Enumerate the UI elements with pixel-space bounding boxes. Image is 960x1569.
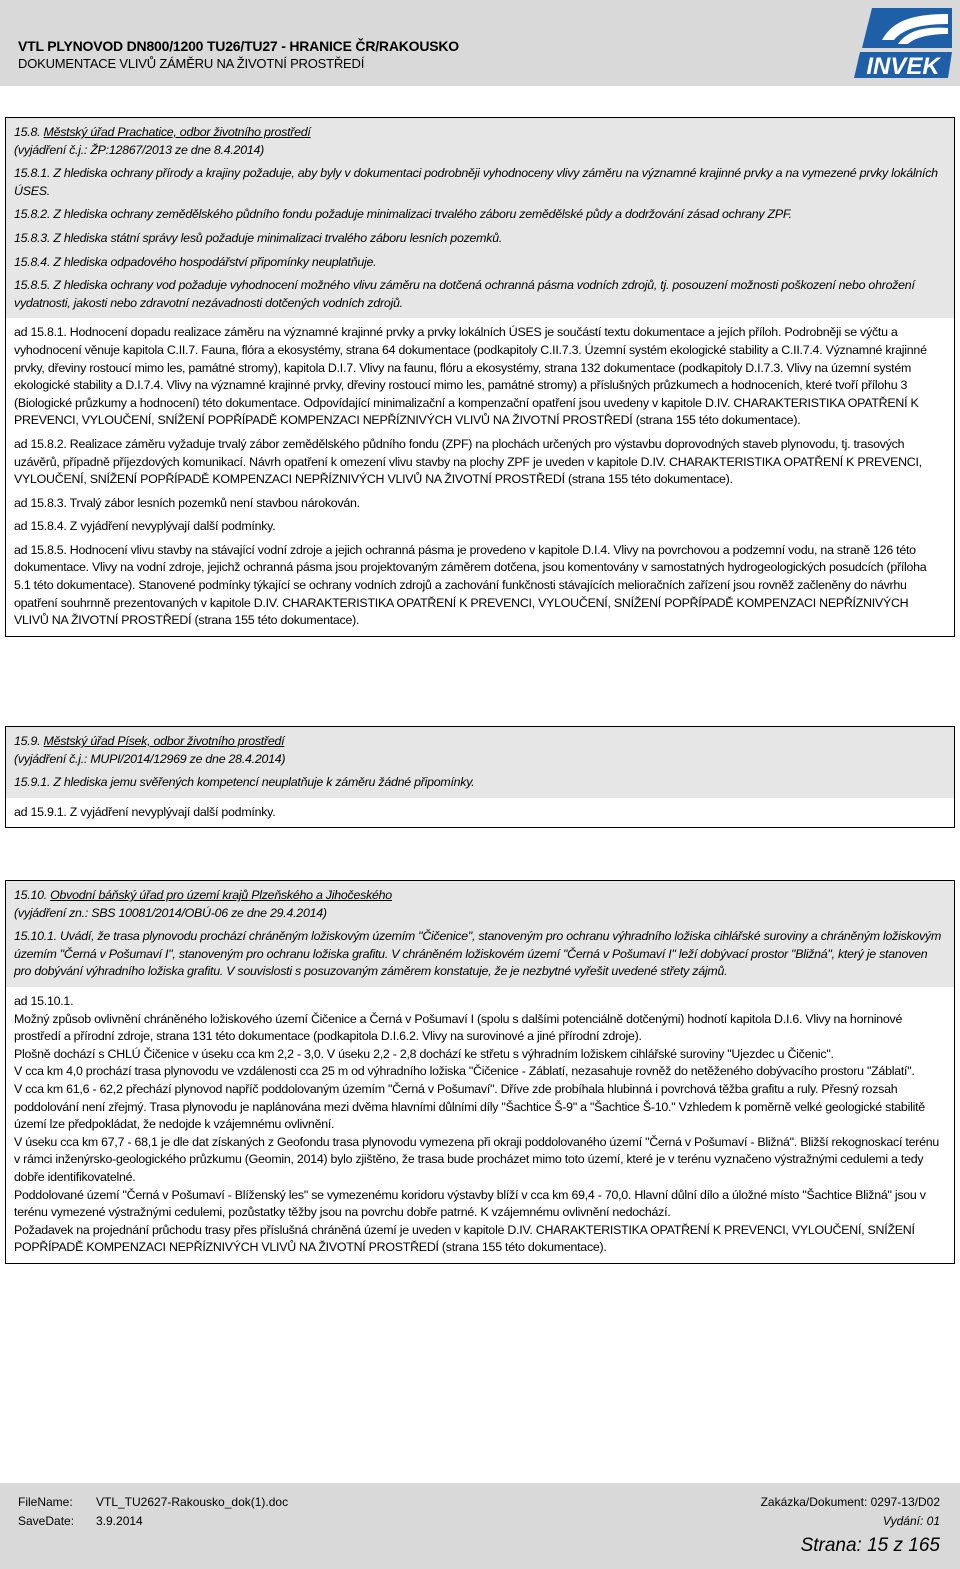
response-block [6,318,954,636]
response-item: ad 15.8.1. Hodnocení dopadu realizace záměru na významné krajinné prvky a prvky lokálních ÚSES je součástí textu dokumentace a jejích příloh. Podrobněji se výčtu a vyhodnocení věnuje kapitola C.II.7. Fauna, flóra a ekosystémy, strana 64 dokumentace (podkapitoly C.II.7.3. Územní systém ekologické stability a C.II.7.4. Významné krajinné prvky, dřeviny rostoucí mimo les, památné stromy), kapitola D.I.7. Vlivy na faunu, flóru a ekosystémy, strana 132 dokumentace (podkapitoly D.I.7.3. Vlivy na územní systém ekologické stability a D.I.7.4. Vlivy na významné krajinné prvky, dřeviny rostoucí mimo les, památné stromy) a příslušných průzkumech a hodnoceních, které tvoří přílohu 3 (Biologické průzkumy a hodnocení) této dokumentace. Odpovídající minimalizační a kompenzační opatření jsou uvedeny v kapitole D.IV. CHARAKTERISTIKA OPATŘENÍ K PREVENCI, VYLOUČENÍ, SNÍŽENÍ POPŘÍPADĚ KOMPENZACI NEPŘÍZNIVÝCH VLIVŮ NA ŽIVOTNÍ PROSTŘEDÍ (strana 155 této dokumentace). [14,325,927,428]
section-15-9 [5,726,955,828]
authority-name: Městský úřad Prachatice, odbor životního prostředí [43,125,311,139]
response-item: ad 15.8.3. Trvalý zábor lesních pozemků není stavbou nárokován. [14,495,360,510]
response-item: Požadavek na projednání průchodu trasy přes příslušná chráněná území je uveden v kapitole D.IV. CHARAKTERISTIKA OPATŘENÍ K PREVENCI, VYLOUČENÍ, SNÍŽENÍ POPŘÍPADĚ KOMPENZACI NEPŘÍZNIVÝCH VLIVŮ NA ŽIVOTNÍ PROSTŘEDÍ (strana 155 této dokumentace). [14,1222,915,1255]
section-15-10 [5,880,955,1264]
authority-name: Městský úřad Písek, odbor životního prostředí [43,734,285,748]
requirement-item: 15.8.4. Z hlediska odpadového hospodářství připomínky neuplatňuje. [14,254,377,269]
response-item: Plošně dochází s CHLÚ Čičenice v úseku cca km 2,2 - 3,0. V úseku 2,2 - 2,8 dochází ke střetu s výhradním ložiskem cihlářské suroviny "Ujezdec u Čičenic". [14,1046,834,1061]
page-header [0,0,960,86]
response-item: ad 15.8.5. Hodnocení vlivu stavby na stávající vodní zdroje a jejich ochranná pásma je provedeno v kapitole D.I.4. Vlivy na povrchovou a podzemní vodu, na straně 126 této dokumentace. Vlivy na vodní zdroje, jejichž ochranná pásma jsou projektovaným záměrem dotčena, jsou komentovány v samostatných hydrogeologických posudcích (příloha 5.1 této dokumentace). Stanovené podmínky týkající se ochrany vodních zdrojů a zachování funkčnosti stávajících melioračních zařízení jsou rovněž začleněny do návrhu opatření souhrnně prezentovaných v kapitole D.IV. CHARAKTERISTIKA OPATŘENÍ K PREVENCI, VYLOUČENÍ, SNÍŽENÍ POPŘÍPADĚ KOMPENZACI NEPŘÍZNIVÝCH VLIVŮ NA ŽIVOTNÍ PROSTŘEDÍ (strana 155 této dokumentace). [14,542,927,628]
page-footer [0,1483,960,1569]
requirement-heading [14,887,946,922]
document-title: VTL PLYNOVOD DN800/1200 TU26/TU27 - HRANICE ČR/RAKOUSKO [18,38,459,54]
response-item: V cca km 4,0 prochází trasa plynovodu ve vzdálenosti cca 25 m od výhradního ložiska "Čičenice - Záblatí, nezasahuje rovněž do netěženého dobývacího prostoru "Záblatí". [14,1064,915,1079]
response-item: ad 15.8.2. Realizace záměru vyžaduje trvalý zábor zemědělského půdního fondu (ZPF) na plochách určených pro výstavbu doprovodných staveb plynovodu, tj. trasových uzávěrů, případně příjezdových komunikací. Návrh opatření k omezení vlivu stavby na plochy ZPF je uveden v kapitole D.IV. CHARAKTERISTIKA OPATŘENÍ K PREVENCI, VYLOUČENÍ, SNÍŽENÍ POPŘÍPADĚ KOMPENZACI NEPŘÍZNIVÝCH VLIVŮ NA ŽIVOTNÍ PROSTŘEDÍ (strana 155 této dokumentace). [14,436,922,487]
savedate-value: 3.9.2014 [96,1514,143,1528]
response-item: V úseku cca km 67,7 - 68,1 je dle dat získaných z Geofondu trasa plynovodu vymezena při okraji poddolovaného území "Černá v Pošumaví - Bližná". Bližší rekognoskací terénu v rámci inženýrsko-geologického průzkumu (Geomin, 2014) bylo zjištěno, že trasa bude procházet mimo toto území, které je v terénu vyznačeno výstražnými cedulemi a tedy dobře identifikovatelné. [14,1134,940,1184]
requirement-item: 15.10.1. Uvádí, že trasa plynovodu prochází chráněným ložiskovým územím "Čičenice", stanoveným pro ochranu výhradního ložiska cihlářské suroviny a chráněným ložiskovým územím "Černá v Pošumaví I", stanoveným pro ochranu ložiska grafitu. V chráněném ložiskovém území "Černá v Pošumaví I" leží dobývací prostor "Bližná", který je stanoven pro dobývání výhradního ložiska grafitu. V souvislosti s posuzovaným záměrem konstatuje, že je nezbytné vyřešit uvedené střety zájmů. [14,929,942,979]
section-number: 15.8. [14,125,44,139]
response-item: ad 15.8.4. Z vyjádření nevyplývají další podmínky. [14,519,276,534]
response-heading: ad 15.10.1. [14,993,74,1008]
requirement-item: 15.8.3. Z hlediska státní správy lesů požaduje minimalizaci trvalého záboru lesních pozemků. [14,230,503,245]
savedate-label: SaveDate: [18,1514,75,1528]
requirement-block [6,881,954,987]
statement-reference: (vyjádření č.j.: ŽP:12867/2013 ze dne 8.4.2014) [14,142,264,157]
requirement-heading [14,733,946,768]
response-item: Možný způsob ovlivnění chráněného ložiskového území Čičenice a Černá v Pošumaví I (spolu s dalšími potenciálně dotčenými) hodnotí kapitola D.I.6. Vlivy na horninové prostředí a přírodní zdroje, strana 131 této dokumentace (podkapitola D.I.6.2. Vlivy na surovinové a jiné přírodní zdroje). [14,1011,903,1044]
requirement-item: 15.8.5. Z hlediska ochrany vod požaduje vyhodnocení možného vlivu záměru na dotčená ochranná pásma vodních zdrojů, tj. posouzení možnosti poškození nebo ohrožení vydatnosti, jakosti nebo zdravotní nezávadnosti dotčených vodních zdrojů. [14,278,915,310]
response-item: ad 15.9.1. Z vyjádření nevyplývají další podmínky. [14,804,276,819]
requirement-block [6,727,954,798]
statement-reference: (vyjádření č.j.: MUPI/2014/12969 ze dne 28.4.2014) [14,751,286,766]
requirement-item: 15.8.1. Z hlediska ochrany přírody a krajiny požaduje, aby byly v dokumentaci podrobněji vyhodnoceny vlivy záměru na významné krajinné prvky a na vymezené prvky lokálních ÚSES. [14,166,938,198]
response-block [6,798,954,828]
filename-label: FileName: [18,1495,73,1509]
issue-number: Vydání: 01 [882,1514,940,1528]
response-item: Poddolované území "Černá v Pošumaví - Blíženský les" se vymezenému koridoru výstavby blíží v cca km 69,4 - 70,0. Hlavní důlní dílo a úložné místo "Šachtice Bližná" jsou v terénu vymezené výstražnými cedulemi, pozůstatky těžby jsou na povrchu dobře patrné. K vzájemnému ovlivnění nedochází. [14,1187,926,1220]
section-15-8 [5,117,955,637]
contract-document-number: Zakázka/Dokument: 0297-13/D02 [760,1495,940,1509]
response-block [6,987,954,1263]
statement-reference: (vyjádření zn.: SBS 10081/2014/OBÚ-06 ze dne 29.4.2014) [14,905,327,920]
invek-logo [852,4,956,80]
section-number: 15.9. [14,734,44,748]
requirement-item: 15.9.1. Z hlediska jemu svěřených kompetencí neuplatňuje k záměru žádné připomínky. [14,775,475,790]
requirement-heading [14,124,946,159]
authority-name: Obvodní báňský úřad pro území krajů Plzeňského a Jihočeského [50,888,392,902]
response-item: V cca km 61,6 - 62,2 přechází plynovod napříč poddolovaným územím "Černá v Pošumaví". Dříve zde probíhala hlubinná i povrchová těžba grafitu a ruly. Přesný rozsah poddolování není zřejmý. Trasa plynovodu je naplánována mezi dvěma hlavními důlními díly "Šachtice Š-9" a "Šachtice Š-10." Vzhledem k poměrně velké geologické stabilitě území lze předpokládat, že nedojde k vzájemnému ovlivnění. [14,1081,925,1132]
page-number: Strana: 15 z 165 [800,1535,940,1556]
requirement-item: 15.8.2. Z hlediska ochrany zemědělského půdního fondu požaduje minimalizaci trvalého záboru zemědělské půdy a dodržování zásad ochrany ZPF. [14,207,792,222]
logo-text: INVEK [866,53,940,80]
requirement-block [6,118,954,318]
section-number: 15.10. [14,888,51,902]
document-subtitle: DOKUMENTACE VLIVŮ ZÁMĚRU NA ŽIVOTNÍ PROSTŘEDÍ [18,56,365,71]
filename-value: VTL_TU2627-Rakousko_dok(1).doc [96,1495,289,1509]
